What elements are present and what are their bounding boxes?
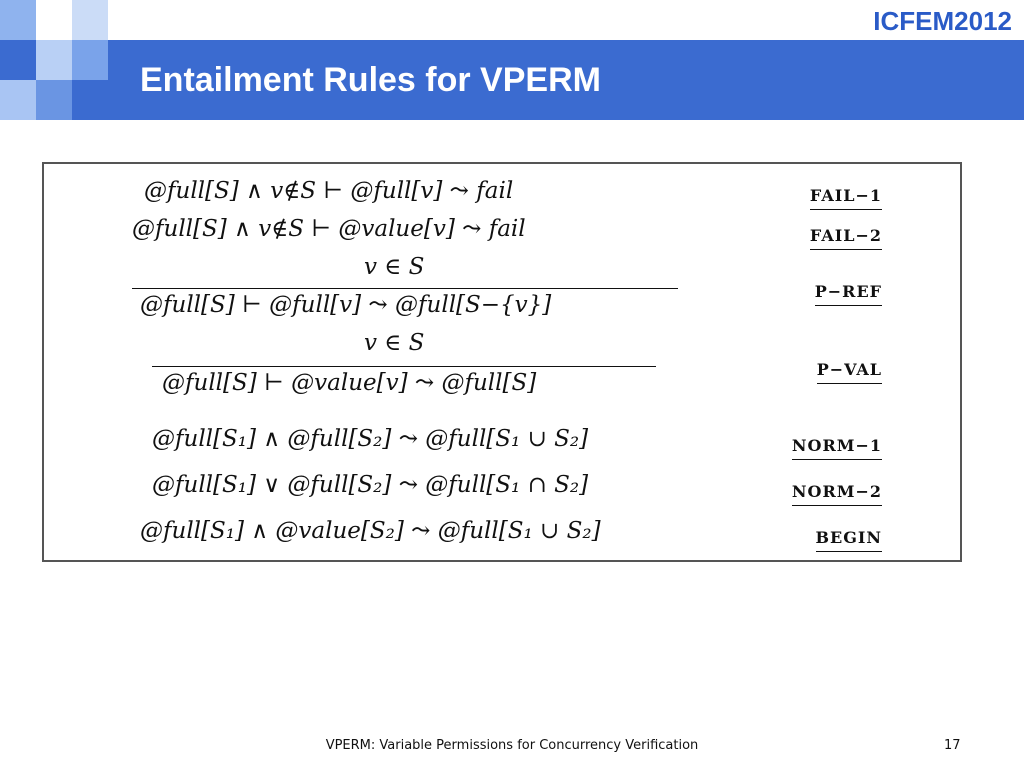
footer-text: VPERM: Variable Permissions for Concurrency Verification xyxy=(325,738,699,753)
rule-name: FAIL−2 xyxy=(810,226,882,250)
rule-line xyxy=(132,288,678,289)
rule-conclusion: @full[S] ∧ v∉S ⊢ @value[v] ⤳ fail xyxy=(132,216,526,242)
rule-conclusion: @full[S] ⊢ @full[v] ⤳ @full[S−{v}] xyxy=(140,292,552,318)
decor-square xyxy=(0,0,36,40)
rule-name: NORM−1 xyxy=(792,436,882,460)
rule-conclusion: @full[S₁] ∧ @value[S₂] ⤳ @full[S₁ ∪ S₂] xyxy=(140,518,601,544)
conference-logo: ICFEM2012 xyxy=(873,6,1012,36)
rule-premise: v ∈ S xyxy=(364,330,425,356)
rule-name: BEGIN xyxy=(816,528,883,552)
rule-conclusion: @full[S₁] ∧ @full[S₂] ⤳ @full[S₁ ∪ S₂] xyxy=(152,426,589,452)
page-title: Entailment Rules for VPERM xyxy=(140,61,601,99)
rule-name: P−REF xyxy=(815,282,882,306)
decor-square xyxy=(36,80,72,120)
decor-square xyxy=(72,0,108,40)
rules-box xyxy=(42,162,962,562)
rule-conclusion: @full[S] ⊢ @value[v] ⤳ @full[S] xyxy=(162,370,537,396)
rule-name: NORM−2 xyxy=(792,482,882,506)
rule-name: P−VAL xyxy=(817,360,882,384)
decor-square xyxy=(36,40,72,80)
page-number: 17 xyxy=(944,738,961,753)
rule-conclusion: @full[S] ∧ v∉S ⊢ @full[v] ⤳ fail xyxy=(144,178,514,204)
rule-name: FAIL−1 xyxy=(810,186,882,210)
decor-square xyxy=(72,40,108,80)
rule-line xyxy=(152,366,656,367)
decor-square xyxy=(0,80,36,120)
rule-conclusion: @full[S₁] ∨ @full[S₂] ⤳ @full[S₁ ∩ S₂] xyxy=(152,472,589,498)
rule-premise: v ∈ S xyxy=(364,254,425,280)
